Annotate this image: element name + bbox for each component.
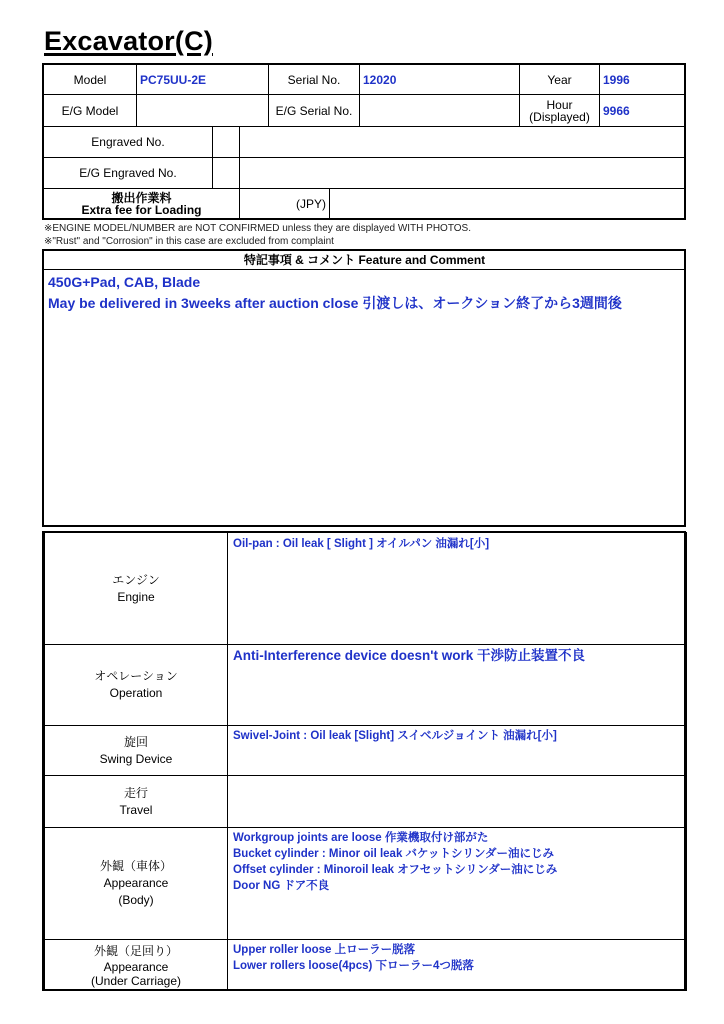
note-engine: ※ENGINE MODEL/NUMBER are NOT CONFIRMED unless they are displayed WITH PHOTOS.	[44, 223, 471, 234]
comment-line: Lower rollers loose(4pcs) 下ローラー4つ脱落	[233, 960, 474, 972]
category-appearance-body	[45, 828, 228, 940]
eg-model-value	[137, 95, 269, 127]
fee-table	[43, 188, 686, 220]
category-body-en: Appearance	[103, 876, 169, 890]
engraved-table	[43, 126, 686, 189]
category-body-jp: 外観（車体）	[99, 859, 172, 873]
fee-label-jp: 搬出作業料	[111, 191, 172, 205]
eg-model-label: E/G Model	[44, 95, 137, 127]
eg-serial-value	[360, 95, 520, 127]
category-uc-en2: (Under Carriage)	[90, 973, 182, 988]
category-operation-jp: オペレーション	[94, 669, 178, 683]
category-travel	[45, 776, 228, 828]
comment-line: Door NG ドア不良	[233, 880, 330, 892]
comment-line: Anti-Interference device doesn't work 干渉防止装置不良	[233, 648, 586, 663]
fee-label-en: Extra fee for Loading	[81, 203, 202, 217]
category-uc-jp: 外観（足回り）	[93, 943, 178, 958]
feature-line-2: May be delivered in 3weeks after auction close 引渡しは、オークション終了から3週間後	[48, 295, 622, 311]
page-title: Excavator(C)	[44, 26, 213, 56]
feature-box	[42, 249, 686, 527]
category-engine-jp: エンジン	[112, 572, 160, 587]
category-swing	[45, 726, 228, 776]
category-engine-en: Engine	[117, 589, 155, 604]
serial-label: Serial No.	[269, 65, 360, 95]
comment-line: Upper roller loose 上ローラー脱落	[233, 944, 416, 956]
note-rust: ※"Rust" and "Corrosion" in this case are excluded from complaint	[44, 236, 334, 247]
header-table	[43, 64, 686, 127]
hour-label-main: Hour	[546, 97, 573, 112]
category-engine	[45, 533, 228, 645]
eg-serial-label: E/G Serial No.	[269, 95, 360, 127]
engraved-label: Engraved No.	[44, 127, 213, 158]
hour-label	[520, 95, 600, 127]
fee-label	[44, 189, 240, 220]
eg-engraved-value	[240, 158, 686, 189]
comment-operation	[228, 645, 687, 726]
comment-swing	[228, 726, 687, 776]
year-value: 1996	[600, 65, 686, 95]
category-uc-en: Appearance	[103, 959, 169, 974]
comment-line: Swivel-Joint : Oil leak [Slight] スイベルジョイント 油漏れ[小]	[233, 730, 557, 742]
comment-engine	[228, 533, 687, 645]
category-body-en2: (Body)	[118, 893, 154, 907]
comment-line: Oil-pan : Oil leak [ Slight ] オイルパン 油漏れ[小]	[233, 538, 490, 550]
comment-appearance-undercarriage	[228, 940, 687, 991]
comment-line: Bucket cylinder : Minor oil leak バケットシリンダー油にじみ	[233, 848, 555, 860]
fee-currency: (JPY)	[240, 189, 330, 220]
category-operation-en: Operation	[109, 686, 163, 700]
comment-line: Workgroup joints are loose 作業機取付け部がた	[233, 832, 489, 844]
feature-heading: 特記事項 & コメント Feature and Comment	[44, 250, 685, 270]
comment-line: Offset cylinder : Minoroil leak オフセットシリンダー油にじみ	[233, 864, 558, 876]
category-travel-en: Travel	[119, 802, 153, 817]
engraved-check	[213, 127, 240, 158]
comment-travel	[228, 776, 687, 828]
model-label: Model	[44, 65, 137, 95]
inspection-table	[44, 532, 687, 991]
feature-line-1: 450G+Pad, CAB, Blade	[48, 274, 201, 290]
comment-appearance-body	[228, 828, 687, 940]
category-operation	[45, 645, 228, 726]
serial-value: 12020	[360, 65, 520, 95]
category-swing-jp: 旋回	[123, 734, 148, 749]
eg-engraved-check	[213, 158, 240, 189]
hour-label-sub: (Displayed)	[529, 109, 590, 124]
model-value: PC75UU-2E	[137, 65, 269, 95]
engraved-value	[240, 127, 686, 158]
hour-value: 9966	[600, 95, 686, 127]
category-appearance-undercarriage	[45, 940, 228, 991]
category-swing-en: Swing Device	[99, 751, 173, 766]
category-travel-jp: 走行	[123, 785, 148, 800]
fee-value	[330, 189, 686, 220]
year-label: Year	[520, 65, 600, 95]
eg-engraved-label: E/G Engraved No.	[44, 158, 213, 189]
